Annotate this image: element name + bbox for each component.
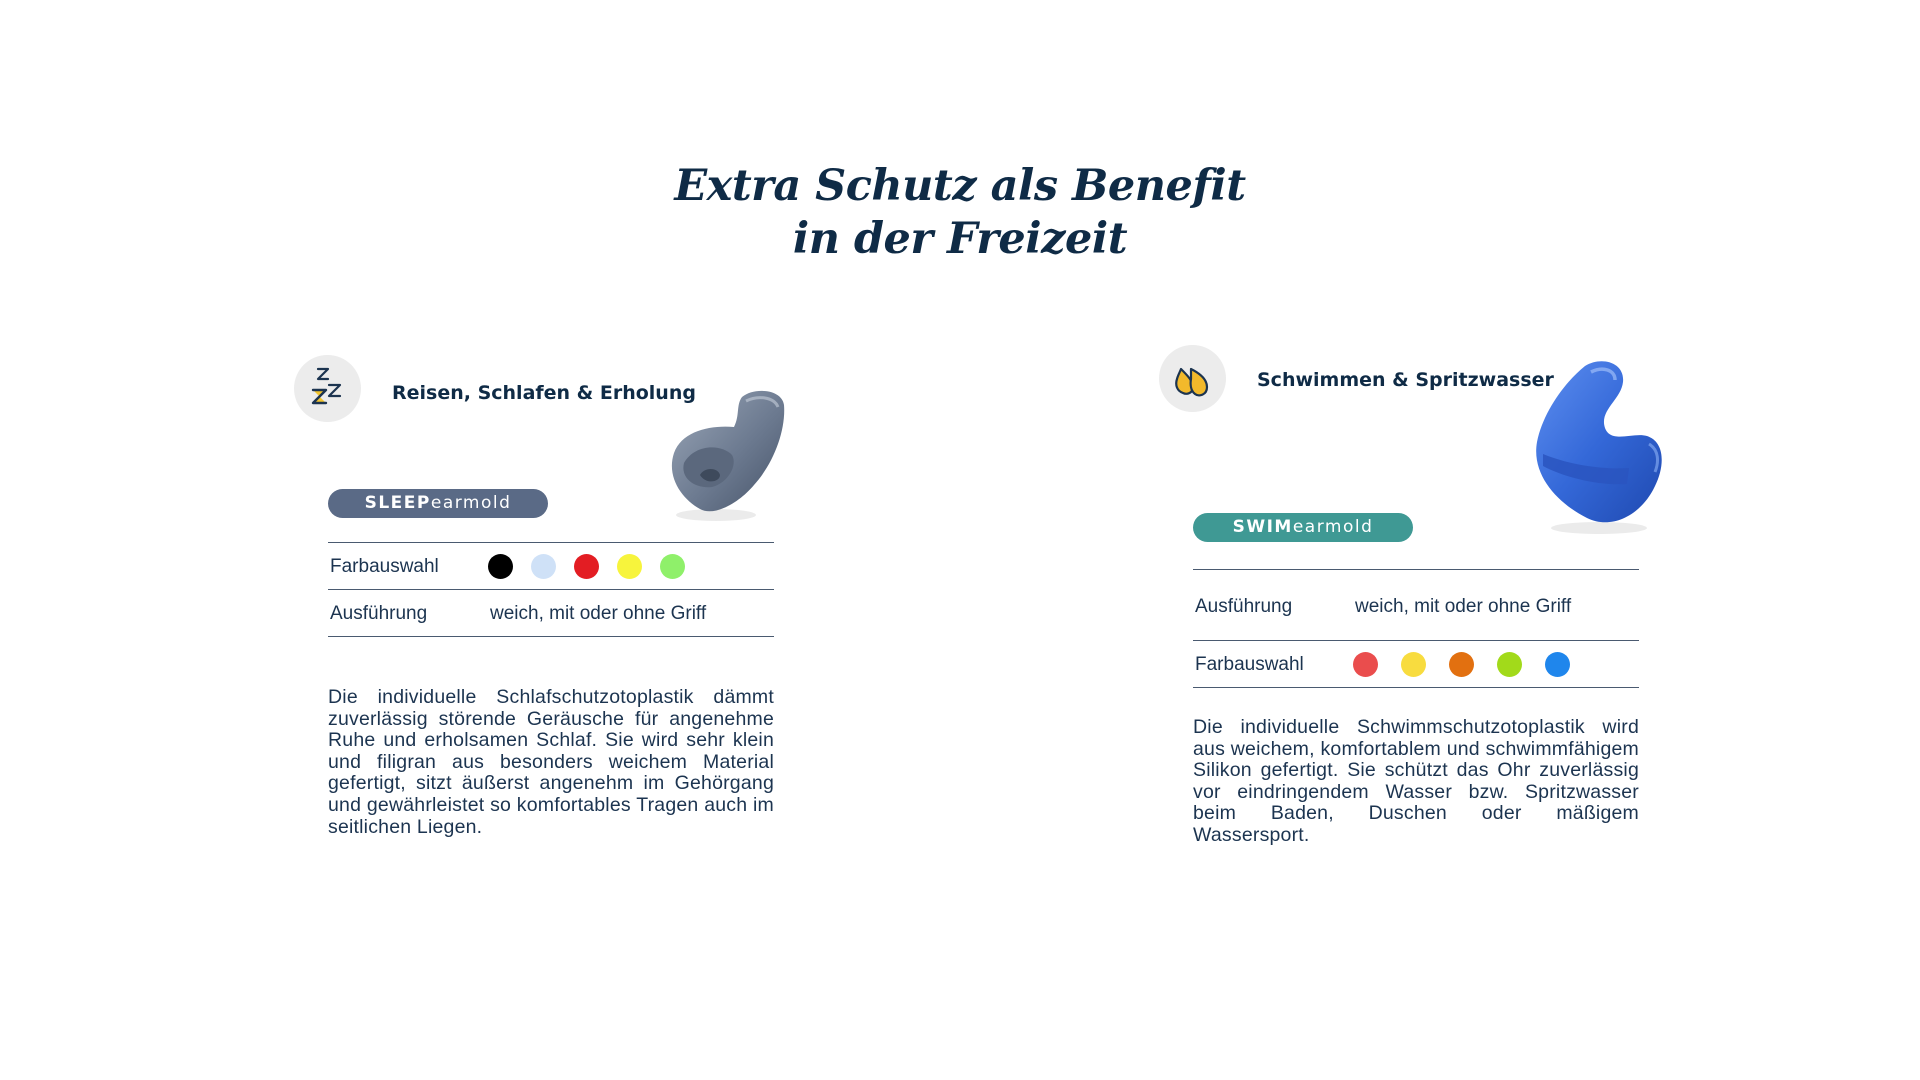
color-swatch xyxy=(1353,652,1378,677)
color-swatch xyxy=(1545,652,1570,677)
page-title xyxy=(0,160,1920,266)
sleep-finish-value: weich, mit oder ohne Griff xyxy=(490,603,707,624)
swim-finish-row xyxy=(1193,570,1639,641)
swim-card-heading: Schwimmen & Spritzwasser xyxy=(1257,369,1554,391)
color-swatch xyxy=(574,554,599,579)
swim-earmold-badge xyxy=(1193,513,1413,542)
swim-colors-label: Farbauswahl xyxy=(1195,654,1304,675)
swim-spec-table xyxy=(1193,569,1639,688)
swim-finish-value: weich, mit oder ohne Griff xyxy=(1355,596,1572,617)
sleep-earmold-image xyxy=(654,385,794,534)
sleep-badge-bold: SLEEP xyxy=(364,493,431,513)
color-swatch xyxy=(531,554,556,579)
color-swatch xyxy=(1497,652,1522,677)
color-swatch xyxy=(617,554,642,579)
page-title-line-2: in der Freizeit xyxy=(792,214,1128,264)
water-drops-icon xyxy=(1159,345,1226,412)
color-swatch xyxy=(1401,652,1426,677)
color-swatch xyxy=(488,554,513,579)
sleep-colors-row xyxy=(328,543,774,590)
sleep-badge-light: earmold xyxy=(430,493,512,513)
sleep-card-heading: Reisen, Schlafen & Erholung xyxy=(392,382,696,404)
swim-finish-label: Ausführung xyxy=(1195,596,1293,617)
color-swatch xyxy=(660,554,685,579)
sleep-finish-label: Ausführung xyxy=(330,603,428,624)
sleep-description: Die individuelle Schlafschutzotoplastik dämmt zuverlässig störende Geräusche für angenehme Ruhe und erholsamen Schlaf. Sie wird sehr klein und filigran aus besonders weichem Material gefertigt, sitzt äußerst angenehm im Gehörgang und gewährleistet so komfortables Tragen auch im seitlichen Liegen. xyxy=(328,686,774,838)
swim-badge-light: earmold xyxy=(1292,517,1374,537)
swim-colors-row xyxy=(1193,641,1639,688)
sleep-finish-row xyxy=(328,590,774,637)
color-swatch xyxy=(1449,652,1474,677)
sleep-spec-table xyxy=(328,542,774,637)
page-title-line-1: Extra Schutz als Benefit xyxy=(674,161,1246,211)
swim-badge-bold: SWIM xyxy=(1232,517,1293,537)
sleep-earmold-badge xyxy=(328,489,548,518)
swim-description: Die individuelle Schwimmschutzotoplastik wird aus weichem, komfortablem und schwimmfähigem Silikon gefertigt. Sie schützt das Ohr zuverlässig vor eindringendem Wasser bzw. Spritzwasser beim Baden, Duschen oder mäßigem Wassersport. xyxy=(1193,716,1639,846)
sleep-colors-label: Farbauswahl xyxy=(330,556,439,577)
swim-earmold-image xyxy=(1515,358,1687,542)
sleep-zzz-icon xyxy=(294,355,361,422)
